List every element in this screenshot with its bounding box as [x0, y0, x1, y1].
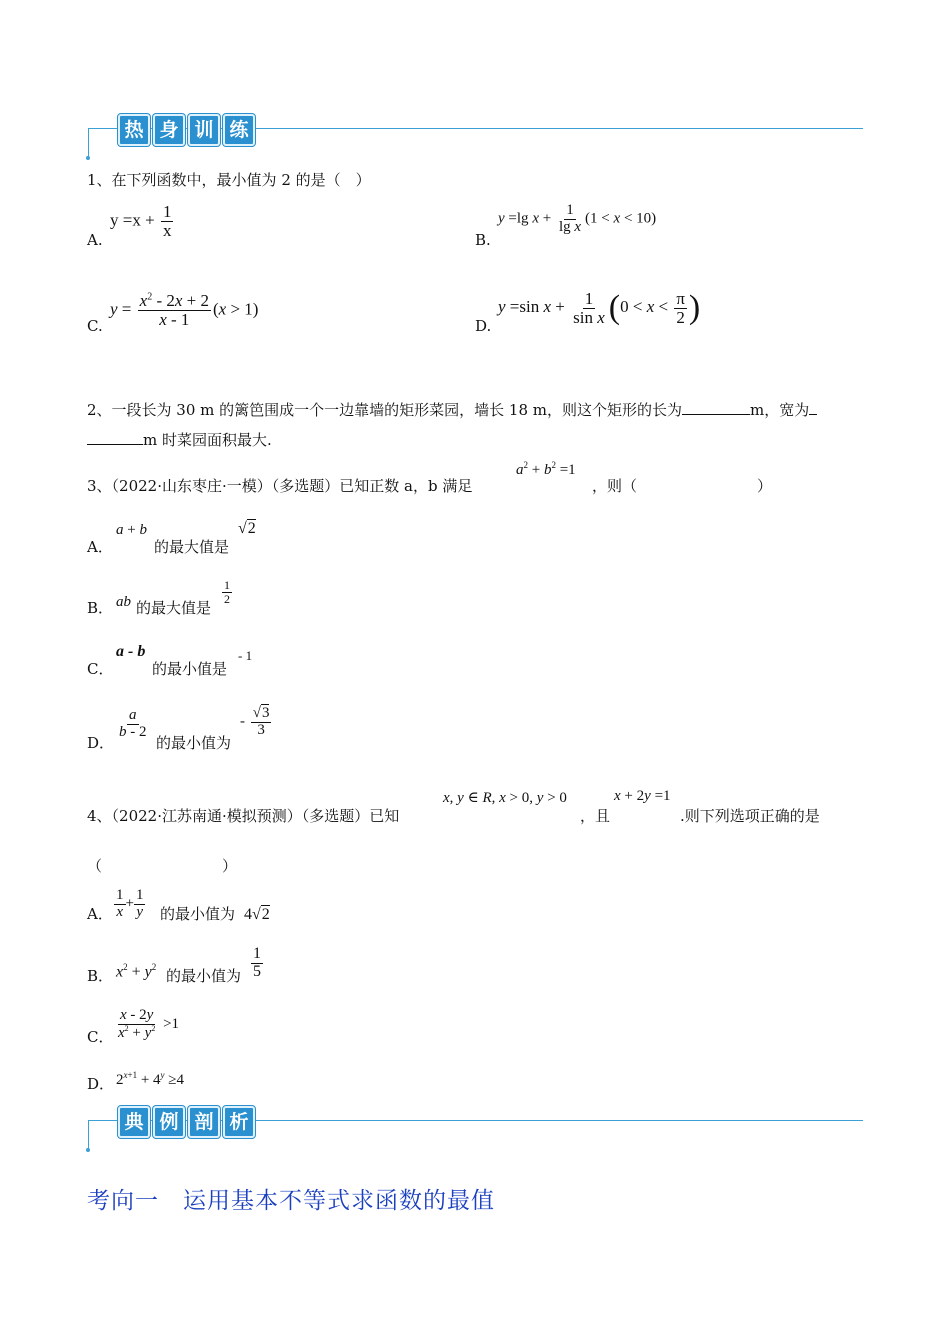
q3-option-a-label: A． — [87, 538, 113, 556]
section-dot-warmup — [86, 156, 90, 160]
q4-paren: （ ） — [87, 857, 238, 875]
q4-option-a-label: A． — [87, 905, 113, 923]
q4-option-a-expr: $\frac{1}{x}$ + $\frac{1}{y}$ — [116, 887, 144, 920]
q3-option-c-value: - 1 — [238, 648, 253, 663]
q4-condition-formula-1: x, y ∈ R, x > 0, y > 0 — [443, 790, 567, 806]
banner-char: 练 — [223, 114, 255, 146]
banner-char: 身 — [153, 114, 185, 146]
q3-stem: 3、（2022·山东枣庄·一模）（多选题）已知正数 a，b 满足 — [87, 477, 473, 495]
banner-char: 热 — [118, 114, 150, 146]
q3-option-c-text: 的最小值是 — [152, 660, 228, 678]
q3-option-b-value: $\frac{1}{2}$ — [224, 578, 230, 606]
q3-condition-formula: $a^2 + b^2 =1$ — [516, 460, 576, 478]
banner-char: 例 — [153, 1106, 185, 1138]
banner-char: 典 — [118, 1106, 150, 1138]
q2-blank-width — [87, 430, 143, 445]
section-dot-examples — [86, 1148, 90, 1152]
q3-stem-tail: ，则（ ） — [592, 477, 773, 495]
q1-option-b-formula: y =lg x + $\frac{1}{\text{lg x}}$ (1 < x < 10) — [498, 202, 657, 235]
q1-option-a-formula: y =x + $\frac{1}{x}$ — [110, 202, 172, 240]
section-banner-warmup — [118, 114, 255, 146]
section-rule-examples-vertical — [88, 1120, 89, 1150]
q1-option-b-label: B. — [475, 231, 491, 249]
section-heading: 考向一 运用基本不等式求函数的最值 — [87, 1188, 495, 1214]
q3-option-b-label: B． — [87, 599, 114, 617]
q4-stem-and: ，且 — [580, 807, 611, 825]
q3-option-c-expr: a - b — [116, 643, 146, 660]
q4-stem-tail: .则下列选项正确的是 — [680, 807, 820, 825]
q1-option-d-label: D. — [475, 317, 492, 335]
q4-option-d-expr: $2^{x+1} + 4^y \ge 4$ — [116, 1070, 185, 1088]
q2-text-part1: 2、一段长为 30 m 的篱笆围成一个一边靠墙的矩形菜园，墙长 18 m，则这个矩形的长为 — [87, 401, 683, 419]
q1-option-c-formula: y = $\frac{x^2 - 2x + 2}{x - 1}$ (x > 1) — [110, 291, 259, 329]
q2-text-part3: m 时菜园面积最大. — [143, 431, 272, 449]
q4-option-c-label: C． — [87, 1028, 114, 1046]
q4-option-b-value: $\frac{1}{5}$ — [253, 945, 261, 980]
q2-blank-length — [682, 400, 750, 415]
section-rule-warmup-vertical — [88, 128, 89, 158]
q3-option-b-text: 的最大值是 — [136, 599, 212, 617]
q3-option-a-text: 的最大值是 — [154, 538, 230, 556]
q3-option-d-label: D． — [87, 734, 115, 752]
q3-option-b-expr: ab — [116, 594, 131, 610]
q1-stem: 1、在下列函数中，最小值为 2 的是（ ） — [87, 171, 371, 189]
q3-option-d-expr: $\frac{a}{b - 2}$ — [119, 707, 147, 740]
banner-char: 剖 — [188, 1106, 220, 1138]
q2-text-part2: m，宽为 — [750, 401, 810, 419]
q4-option-b-expr: $x^2 + y^2$ — [116, 962, 157, 981]
q3-option-a-value: √2 — [238, 520, 256, 537]
q3-option-a-expr: a + b — [116, 522, 147, 538]
q4-option-b-label: B． — [87, 967, 114, 985]
q2-line1 — [87, 400, 817, 420]
q1-option-a-label: A. — [87, 231, 103, 249]
q4-option-b-text: 的最小值为 — [166, 967, 242, 985]
q1-option-d-formula: y =sin x + $\frac{1}{\text{sin x}}$ (0 < x < $\frac{\pi}{2}$ ) — [498, 288, 701, 327]
q2-blank-width-start — [809, 400, 817, 415]
q4-stem: 4、（2022·江苏南通·模拟预测）（多选题）已知 — [87, 807, 400, 825]
q3-option-c-label: C． — [87, 660, 114, 678]
q3-option-d-value: - $\frac{√3}{3}$ — [240, 705, 270, 738]
q4-option-a-value: 4√2 — [244, 906, 270, 923]
q4-option-a-text: 的最小值为 — [160, 905, 236, 923]
q4-condition-formula-2: x + 2y =1 — [614, 788, 671, 804]
section-banner-examples — [118, 1106, 255, 1138]
q2-line2 — [87, 430, 272, 450]
q1-option-c-label: C. — [87, 317, 103, 335]
banner-char: 训 — [188, 114, 220, 146]
q4-option-c-expr: $\frac{x - 2y}{x^2 + y^2}$ >1 — [118, 1007, 180, 1041]
q4-option-d-label: D． — [87, 1075, 115, 1093]
banner-char: 析 — [223, 1106, 255, 1138]
q3-option-d-text: 的最小值为 — [156, 734, 232, 752]
